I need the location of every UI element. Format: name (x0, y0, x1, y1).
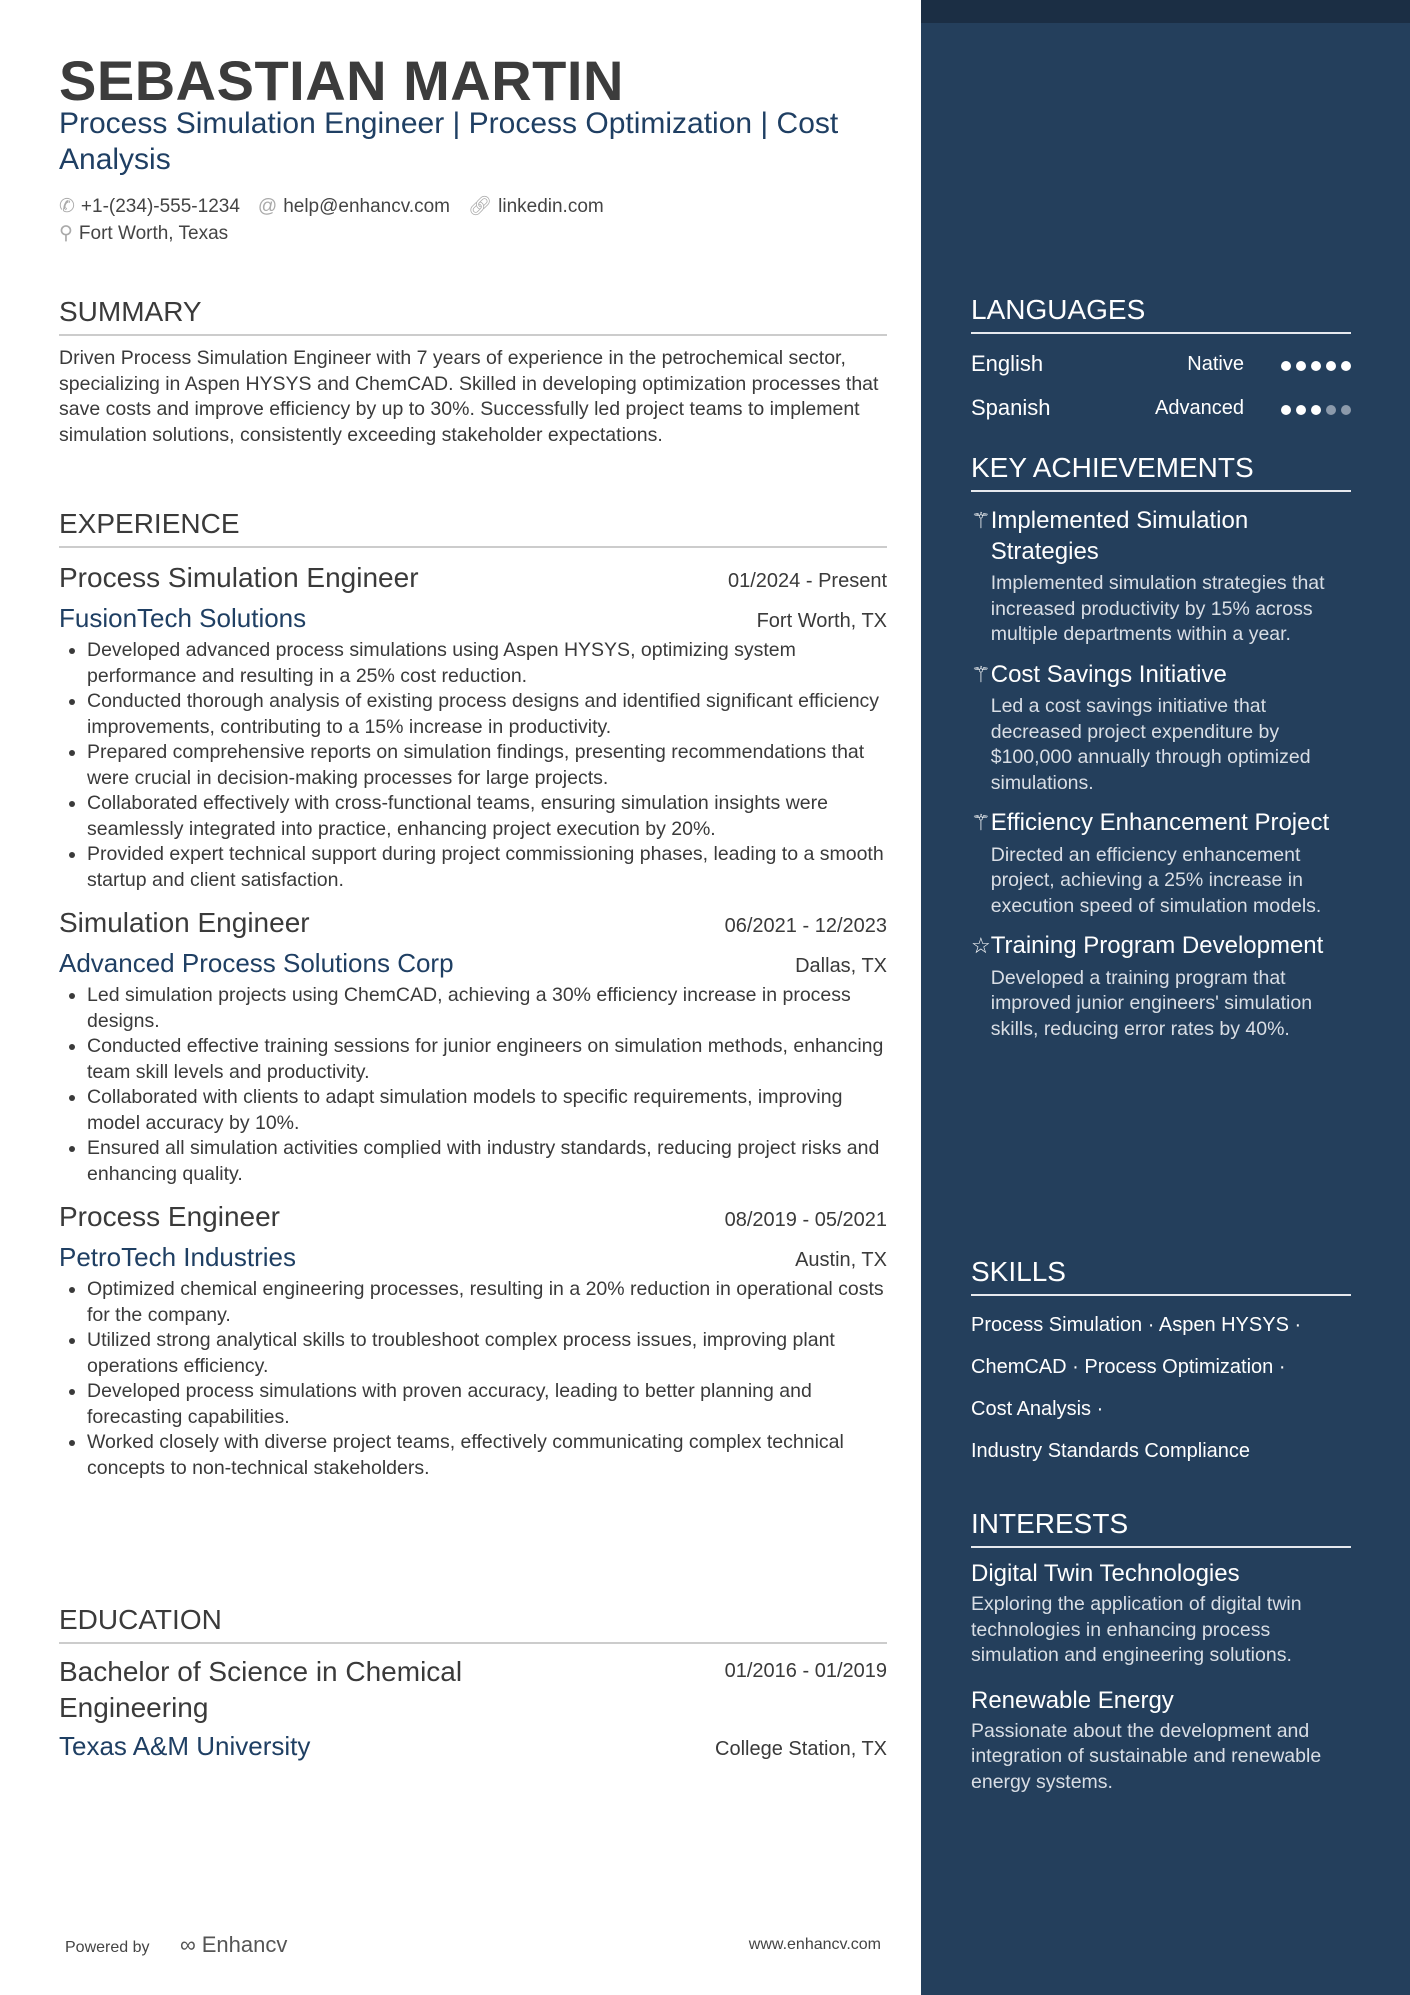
school: Texas A&M University (59, 1731, 311, 1761)
language-name: Spanish (971, 395, 1051, 420)
top-band (921, 0, 1410, 23)
skill-line: Cost Analysis · (971, 1398, 1104, 1420)
email[interactable]: help@enhancv.com (283, 196, 450, 217)
summary-section (59, 296, 887, 448)
location-icon: ⚲ (59, 223, 73, 244)
job-location: Austin, TX (795, 1249, 887, 1271)
education-dates: 01/2016 - 01/2019 (724, 1660, 887, 1682)
job-bullet: • Worked closely with diverse project teams, effectively communicating complex technical concepts to non-technical stakeholders. (87, 1430, 887, 1481)
rating-dot (1341, 361, 1351, 371)
language-item (971, 342, 1351, 386)
interest-desc: Passionate about the development and integration of sustainable and renewable energy systems. (971, 1719, 1322, 1793)
rating-dot (1311, 361, 1321, 371)
interest-desc: Exploring the application of digital twin technologies in enhancing process simulation and engineering solutions. (971, 1593, 1302, 1666)
achievement-desc: Implemented simulation strategies that increased productivity by 15% across multiple departments within a year. (990, 572, 1325, 645)
job-entry (59, 558, 887, 893)
language-item (971, 386, 1351, 430)
job-dates: 08/2019 - 05/2021 (724, 1209, 887, 1231)
job-bullet: • Developed advanced process simulations using Aspen HYSYS, optimizing system performance and resulting in a 25% cost reduction. (87, 638, 887, 689)
job-title: Process Simulation Engineer (59, 562, 419, 593)
footer-url[interactable]: www.enhancv.com (748, 1936, 881, 1953)
location: Fort Worth, Texas (78, 223, 229, 244)
achievement-item (971, 506, 1351, 648)
job-bullet: • Optimized chemical engineering processes, resulting in a 20% reduction in operational costs for the company. (87, 1277, 887, 1328)
job-dates: 06/2021 - 12/2023 (724, 915, 887, 937)
rating-dot (1296, 405, 1306, 415)
job-bullet: • Collaborated with clients to adapt simulation models to specific requirements, improving model accuracy by 10%. (87, 1085, 887, 1136)
achievement-title: Cost Savings Initiative (990, 660, 1227, 688)
achievement-title: Implemented Simulation Strategies (990, 507, 1249, 565)
job-bullets (87, 638, 887, 893)
skill-line: ChemCAD · Process Optimization · (971, 1356, 1286, 1378)
school-location: College Station, TX (715, 1738, 887, 1760)
job-location: Fort Worth, TX (756, 610, 887, 632)
sidebar (921, 0, 1410, 1995)
education-section (59, 1604, 887, 1766)
rating-dot (1326, 361, 1336, 371)
job-bullet: • Prepared comprehensive reports on simulation findings, presenting recommendations that were crucial in decision-making processes for large projects. (87, 740, 887, 791)
linkedin-link[interactable]: linkedin.com (498, 196, 604, 217)
powered-by: Powered by (65, 1939, 150, 1956)
contact-info (59, 193, 622, 247)
company: Advanced Process Solutions Corp (59, 948, 454, 978)
job-bullet: • Conducted thorough analysis of existing process designs and identified significant efficiency improvements, contributing to a 15% increase in productivity. (87, 689, 887, 740)
job-bullet: • Conducted effective training sessions for junior engineers on simulation methods, enhancing team skill levels and productivity. (87, 1034, 887, 1085)
star-icon: ☆ (971, 933, 991, 958)
job-entry (59, 903, 887, 1187)
rating-dot (1326, 405, 1336, 415)
section-heading: EXPERIENCE (59, 508, 887, 548)
brand: Enhancv (201, 1932, 288, 1957)
job-location: Dallas, TX (795, 955, 887, 977)
magic-wand-icon: ⚚ (971, 508, 991, 533)
achievement-item (971, 808, 1351, 919)
language-level: Advanced (1155, 396, 1244, 419)
language-rating (1276, 351, 1351, 377)
language-rating (1276, 395, 1351, 421)
at-icon: @ (257, 196, 278, 217)
summary-text: Driven Process Simulation Engineer with 7 years of experience in the petrochemical sector, specializing in Aspen HYSYS and ChemCAD. Skilled in developing optimization processes that save costs and improve efficiency by up to 30%. Successfully led project teams to implement simulation solutions, consistently exceeding stakeholder expectations. (59, 347, 879, 446)
section-heading: SKILLS (971, 1256, 1351, 1296)
job-bullets (87, 1277, 887, 1481)
job-title: Process Engineer (59, 1201, 281, 1232)
achievement-title: Training Program Development (990, 932, 1324, 959)
job-bullets (87, 983, 887, 1187)
interest-title: Digital Twin Technologies (971, 1560, 1240, 1587)
phone-icon: ✆ (59, 196, 75, 217)
language-level: Native (1187, 352, 1244, 375)
job-bullet: • Ensured all simulation activities complied with industry standards, reducing project risks and enhancing quality. (87, 1136, 887, 1187)
skill-line: Industry Standards Compliance (971, 1440, 1251, 1462)
achievement-desc: Developed a training program that improved junior engineers' simulation skills, reducing error rates by 40%. (990, 966, 1313, 1040)
skills-section (971, 1256, 1351, 1472)
rating-dot (1311, 405, 1321, 415)
rating-dot (1281, 405, 1291, 415)
achievement-desc: Directed an efficiency enhancement project, achieving a 25% increase in execution speed of simulation models. (990, 843, 1322, 917)
achievement-desc: Led a cost savings initiative that decreased project expenditure by $100,000 annually through optimized simulations. (990, 695, 1311, 794)
link-icon: 🔗︎ (468, 196, 493, 217)
rating-dot (1341, 405, 1351, 415)
achievements-section (971, 452, 1351, 1054)
job-bullet: • Led simulation projects using ChemCAD, achieving a 30% efficiency increase in process designs. (87, 983, 887, 1034)
degree: Bachelor of Science in Chemical Engineering (59, 1656, 463, 1723)
candidate-name: SEBASTIAN MARTIN (59, 49, 624, 112)
phone: +1-(234)-555-1234 (80, 196, 240, 217)
rating-dot (1296, 361, 1306, 371)
section-heading: LANGUAGES (971, 294, 1351, 334)
job-bullet: • Provided expert technical support during project commissioning phases, leading to a smooth startup and client satisfaction. (87, 842, 887, 893)
magic-wand-icon: ⚚ (971, 810, 991, 835)
company: PetroTech Industries (59, 1242, 297, 1272)
job-dates: 01/2024 - Present (728, 570, 887, 592)
enhancv-logo: ∞ Enhancv (179, 1932, 288, 1957)
language-name: English (971, 351, 1044, 376)
languages-section (971, 294, 1351, 430)
magic-wand-icon: ⚚ (971, 661, 991, 687)
job-bullet: • Utilized strong analytical skills to troubleshoot complex process issues, improving plant operations efficiency. (87, 1328, 887, 1379)
company: FusionTech Solutions (59, 603, 307, 633)
job-bullet: • Collaborated effectively with cross-functional teams, ensuring simulation insights were seamlessly integrated into practice, enhancing project execution by 20%. (87, 791, 887, 842)
job-bullet: • Developed process simulations with proven accuracy, leading to better planning and forecasting capabilities. (87, 1379, 887, 1430)
experience-section (59, 508, 887, 1491)
section-heading: EDUCATION (59, 1604, 887, 1644)
section-heading: INTERESTS (971, 1508, 1351, 1548)
section-heading: SUMMARY (59, 296, 887, 336)
interest-title: Renewable Energy (971, 1686, 1174, 1714)
job-entry (59, 1197, 887, 1481)
achievement-item (971, 931, 1351, 1042)
skill-line: Process Simulation · Aspen HYSYS · (971, 1314, 1302, 1336)
interests-section (971, 1508, 1351, 1809)
job-title: Simulation Engineer (59, 907, 310, 938)
section-heading: KEY ACHIEVEMENTS (971, 452, 1351, 492)
achievement-title: Efficiency Enhancement Project (990, 809, 1330, 836)
candidate-title: Process Simulation Engineer | Process Optimization | Cost Analysis (59, 107, 839, 176)
rating-dot (1281, 361, 1291, 371)
achievement-item (971, 660, 1351, 797)
footer-powered (65, 1932, 287, 1958)
